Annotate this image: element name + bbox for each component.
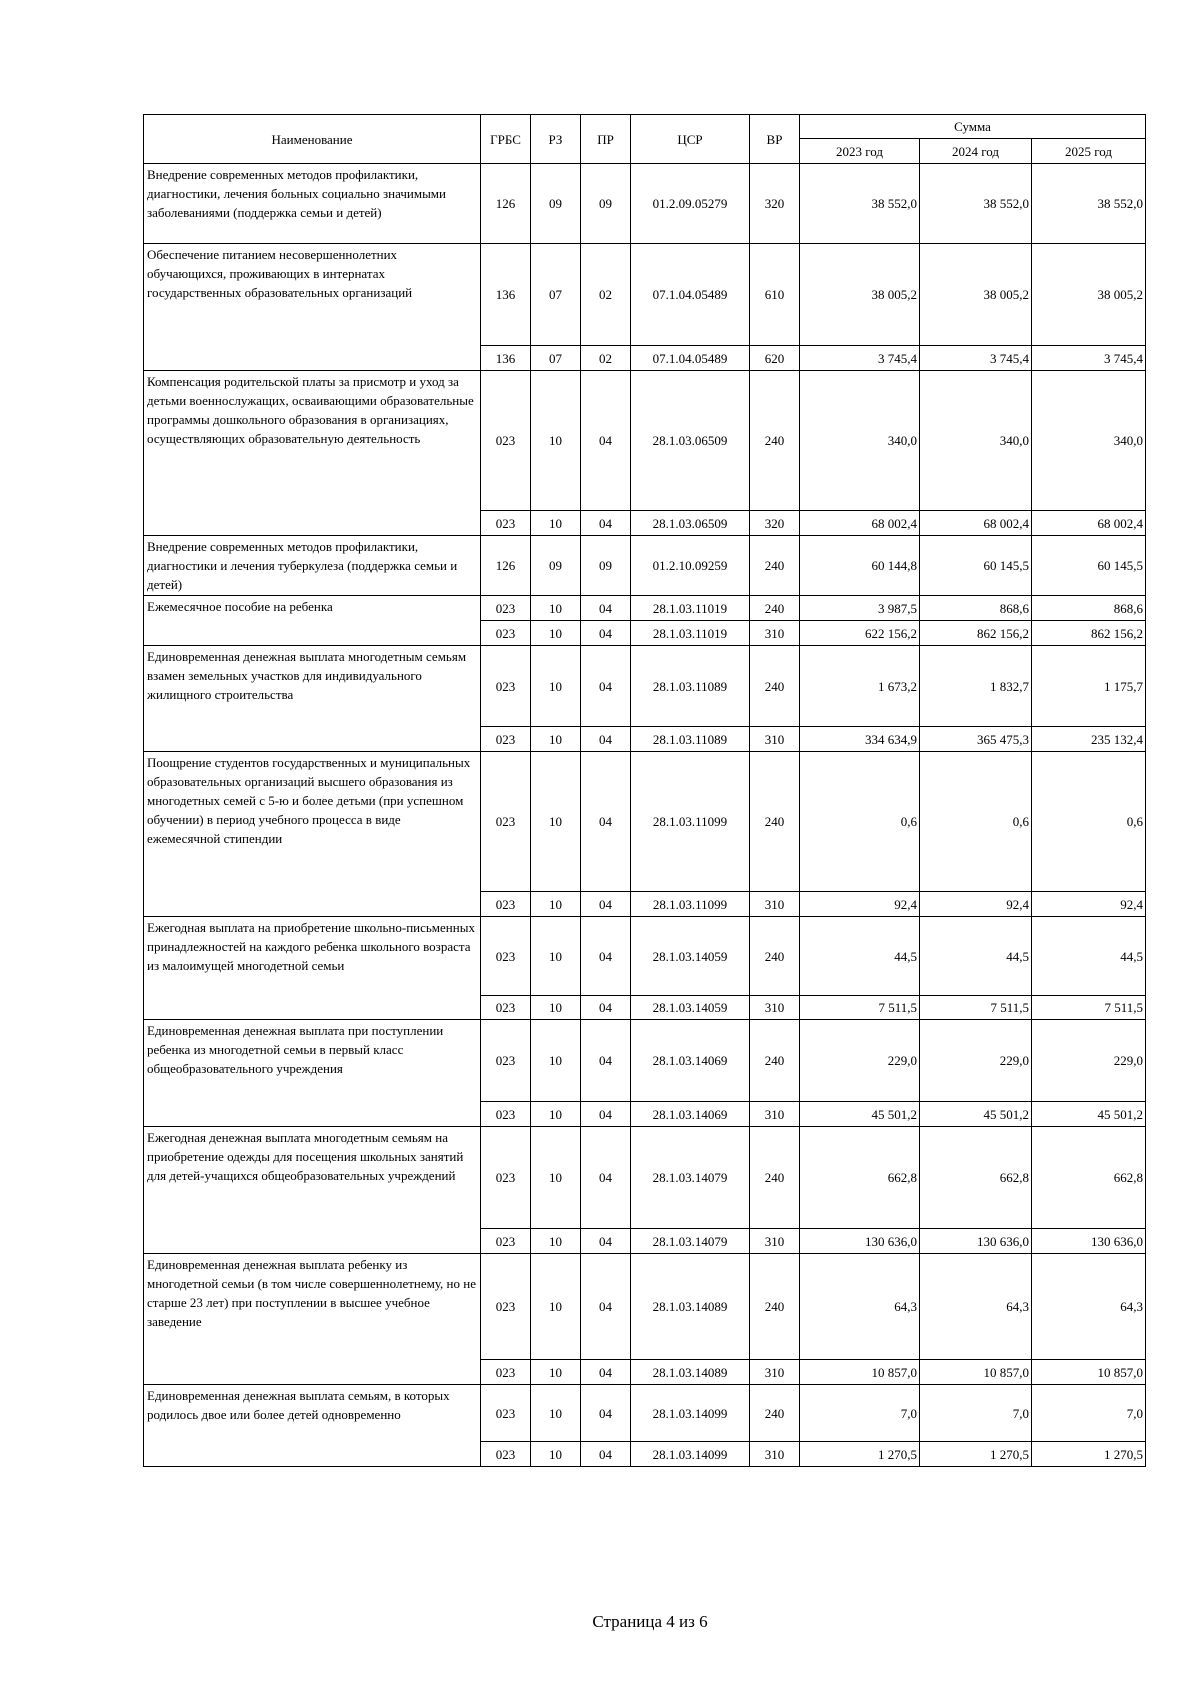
cell-rz: 09 xyxy=(531,164,581,244)
cell-vr: 310 xyxy=(750,1442,800,1467)
cell-rz: 10 xyxy=(531,727,581,752)
cell-2025: 1 270,5 xyxy=(1032,1442,1146,1467)
cell-2025: 92,4 xyxy=(1032,892,1146,917)
cell-rz: 10 xyxy=(531,1020,581,1102)
cell-2025: 68 002,4 xyxy=(1032,511,1146,536)
cell-rz: 09 xyxy=(531,536,581,596)
header-sum: Сумма xyxy=(800,115,1146,139)
cell-pr: 04 xyxy=(581,596,631,621)
cell-pr: 04 xyxy=(581,996,631,1020)
cell-grbs: 023 xyxy=(481,1229,531,1254)
table-row xyxy=(144,164,1146,244)
cell-grbs: 023 xyxy=(481,1020,531,1102)
cell-csr: 28.1.03.14079 xyxy=(631,1229,750,1254)
cell-rz: 10 xyxy=(531,1442,581,1467)
cell-2024: 10 857,0 xyxy=(920,1360,1032,1385)
cell-grbs: 023 xyxy=(481,371,531,511)
cell-2025: 0,6 xyxy=(1032,752,1146,892)
cell-rz: 10 xyxy=(531,1127,581,1229)
cell-pr: 04 xyxy=(581,1254,631,1360)
cell-vr: 240 xyxy=(750,1020,800,1102)
cell-pr: 04 xyxy=(581,727,631,752)
table-row xyxy=(144,646,1146,727)
cell-rz: 10 xyxy=(531,1229,581,1254)
cell-2025: 7 511,5 xyxy=(1032,996,1146,1020)
cell-pr: 04 xyxy=(581,917,631,996)
cell-name: Внедрение современных методов профилактики, диагностики и лечения туберкулеза (поддержка семьи и детей) xyxy=(144,536,481,596)
cell-grbs: 023 xyxy=(481,596,531,621)
cell-2023: 1 673,2 xyxy=(800,646,920,727)
cell-2025: 10 857,0 xyxy=(1032,1360,1146,1385)
cell-vr: 310 xyxy=(750,1360,800,1385)
cell-2023: 622 156,2 xyxy=(800,621,920,646)
cell-2024: 60 145,5 xyxy=(920,536,1032,596)
cell-pr: 04 xyxy=(581,511,631,536)
cell-name: Единовременная денежная выплата ребенку из многодетной семьи (в том числе совершеннолетнему, но не старше 23 лет) при поступлении в высшее учебное заведение xyxy=(144,1254,481,1385)
cell-vr: 240 xyxy=(750,1385,800,1442)
cell-csr: 28.1.03.14059 xyxy=(631,996,750,1020)
table-row xyxy=(144,1127,1146,1229)
cell-vr: 240 xyxy=(750,536,800,596)
cell-2023: 7,0 xyxy=(800,1385,920,1442)
cell-pr: 04 xyxy=(581,646,631,727)
cell-rz: 10 xyxy=(531,596,581,621)
cell-2024: 1 832,7 xyxy=(920,646,1032,727)
cell-2023: 44,5 xyxy=(800,917,920,996)
cell-pr: 04 xyxy=(581,1385,631,1442)
page-number: Страница 4 из 6 xyxy=(592,1612,708,1631)
cell-vr: 240 xyxy=(750,371,800,511)
cell-pr: 04 xyxy=(581,1360,631,1385)
cell-vr: 320 xyxy=(750,164,800,244)
cell-csr: 28.1.03.11019 xyxy=(631,596,750,621)
cell-vr: 320 xyxy=(750,511,800,536)
cell-2023: 7 511,5 xyxy=(800,996,920,1020)
cell-grbs: 136 xyxy=(481,244,531,346)
cell-2023: 92,4 xyxy=(800,892,920,917)
cell-pr: 04 xyxy=(581,1020,631,1102)
cell-rz: 10 xyxy=(531,511,581,536)
table-row xyxy=(144,536,1146,596)
cell-2024: 340,0 xyxy=(920,371,1032,511)
cell-2024: 365 475,3 xyxy=(920,727,1032,752)
cell-2025: 44,5 xyxy=(1032,917,1146,996)
cell-2024: 130 636,0 xyxy=(920,1229,1032,1254)
cell-rz: 10 xyxy=(531,917,581,996)
cell-2023: 10 857,0 xyxy=(800,1360,920,1385)
cell-2023: 340,0 xyxy=(800,371,920,511)
cell-name: Ежегодная выплата на приобретение школьно-письменных принадлежностей на каждого ребенка школьного возраста из малоимущей многодетной семьи xyxy=(144,917,481,1020)
cell-name: Единовременная денежная выплата семьям, в которых родилось двое или более детей одновременно xyxy=(144,1385,481,1467)
cell-grbs: 023 xyxy=(481,1254,531,1360)
cell-vr: 240 xyxy=(750,1254,800,1360)
cell-vr: 310 xyxy=(750,727,800,752)
cell-2024: 3 745,4 xyxy=(920,346,1032,371)
table-body xyxy=(144,164,1146,1467)
table-row xyxy=(144,1020,1146,1102)
cell-name: Внедрение современных методов профилактики, диагностики, лечения больных социально значимыми заболеваниями (поддержка семьи и детей) xyxy=(144,164,481,244)
cell-grbs: 023 xyxy=(481,1127,531,1229)
cell-name: Единовременная денежная выплата при поступлении ребенка из многодетной семьи в первый класс общеобразовательного учреждения xyxy=(144,1020,481,1127)
cell-csr: 28.1.03.14069 xyxy=(631,1020,750,1102)
cell-pr: 04 xyxy=(581,1102,631,1127)
cell-csr: 28.1.03.14069 xyxy=(631,1102,750,1127)
cell-csr: 28.1.03.11019 xyxy=(631,621,750,646)
cell-rz: 10 xyxy=(531,996,581,1020)
cell-grbs: 023 xyxy=(481,996,531,1020)
cell-2023: 64,3 xyxy=(800,1254,920,1360)
cell-2025: 862 156,2 xyxy=(1032,621,1146,646)
table-row xyxy=(144,752,1146,892)
cell-2024: 64,3 xyxy=(920,1254,1032,1360)
cell-pr: 04 xyxy=(581,892,631,917)
header-name: Наименование xyxy=(144,115,481,164)
table-row xyxy=(144,596,1146,621)
budget-table xyxy=(143,114,1146,1467)
cell-pr: 04 xyxy=(581,1127,631,1229)
cell-rz: 10 xyxy=(531,1102,581,1127)
cell-2023: 334 634,9 xyxy=(800,727,920,752)
table-row xyxy=(144,917,1146,996)
cell-rz: 10 xyxy=(531,646,581,727)
cell-vr: 240 xyxy=(750,646,800,727)
cell-grbs: 023 xyxy=(481,752,531,892)
cell-2024: 7 511,5 xyxy=(920,996,1032,1020)
header-rz: РЗ xyxy=(531,115,581,164)
cell-2025: 340,0 xyxy=(1032,371,1146,511)
cell-2025: 45 501,2 xyxy=(1032,1102,1146,1127)
cell-2024: 68 002,4 xyxy=(920,511,1032,536)
cell-2025: 64,3 xyxy=(1032,1254,1146,1360)
cell-grbs: 126 xyxy=(481,164,531,244)
cell-csr: 01.2.09.05279 xyxy=(631,164,750,244)
cell-vr: 240 xyxy=(750,1127,800,1229)
cell-2025: 38 552,0 xyxy=(1032,164,1146,244)
cell-pr: 02 xyxy=(581,244,631,346)
cell-csr: 07.1.04.05489 xyxy=(631,244,750,346)
cell-pr: 04 xyxy=(581,1229,631,1254)
cell-2025: 662,8 xyxy=(1032,1127,1146,1229)
cell-2025: 3 745,4 xyxy=(1032,346,1146,371)
cell-2025: 7,0 xyxy=(1032,1385,1146,1442)
header-grbs: ГРБС xyxy=(481,115,531,164)
cell-2024: 92,4 xyxy=(920,892,1032,917)
cell-2023: 60 144,8 xyxy=(800,536,920,596)
cell-2023: 45 501,2 xyxy=(800,1102,920,1127)
table-row xyxy=(144,1385,1146,1442)
cell-rz: 10 xyxy=(531,1360,581,1385)
cell-grbs: 023 xyxy=(481,1442,531,1467)
header-year-2024: 2024 год xyxy=(920,139,1032,164)
cell-grbs: 023 xyxy=(481,1385,531,1442)
cell-2023: 38 552,0 xyxy=(800,164,920,244)
cell-2023: 662,8 xyxy=(800,1127,920,1229)
cell-2023: 229,0 xyxy=(800,1020,920,1102)
cell-grbs: 023 xyxy=(481,646,531,727)
cell-2024: 7,0 xyxy=(920,1385,1032,1442)
cell-2024: 38 552,0 xyxy=(920,164,1032,244)
cell-2023: 0,6 xyxy=(800,752,920,892)
cell-grbs: 023 xyxy=(481,621,531,646)
cell-csr: 28.1.03.14089 xyxy=(631,1254,750,1360)
cell-name: Компенсация родительской платы за присмотр и уход за детьми военнослужащих, осваивающими образовательные программы дошкольного образования в организациях, осуществляющих образовательную деятельность xyxy=(144,371,481,536)
cell-2025: 229,0 xyxy=(1032,1020,1146,1102)
cell-vr: 240 xyxy=(750,917,800,996)
cell-rz: 10 xyxy=(531,1385,581,1442)
table-row xyxy=(144,244,1146,346)
cell-2025: 130 636,0 xyxy=(1032,1229,1146,1254)
cell-name: Обеспечение питанием несовершеннолетних обучающихся, проживающих в интернатах государственных образовательных организаций xyxy=(144,244,481,371)
cell-2024: 0,6 xyxy=(920,752,1032,892)
cell-csr: 28.1.03.11089 xyxy=(631,727,750,752)
cell-name: Поощрение студентов государственных и муниципальных образовательных организаций высшего образования из многодетных семей с 5-ю и более детьми (при успешном обучении) в период учебного процесса в виде ежемесячной стипендии xyxy=(144,752,481,917)
header-year-2023: 2023 год xyxy=(800,139,920,164)
cell-name: Единовременная денежная выплата многодетным семьям взамен земельных участков для индивидуального жилищного строительства xyxy=(144,646,481,752)
cell-2023: 1 270,5 xyxy=(800,1442,920,1467)
cell-csr: 28.1.03.11089 xyxy=(631,646,750,727)
cell-csr: 28.1.03.06509 xyxy=(631,371,750,511)
cell-grbs: 136 xyxy=(481,346,531,371)
cell-pr: 09 xyxy=(581,536,631,596)
cell-csr: 28.1.03.06509 xyxy=(631,511,750,536)
cell-vr: 310 xyxy=(750,892,800,917)
cell-vr: 310 xyxy=(750,1102,800,1127)
cell-2023: 130 636,0 xyxy=(800,1229,920,1254)
cell-pr: 04 xyxy=(581,371,631,511)
cell-pr: 04 xyxy=(581,1442,631,1467)
cell-rz: 07 xyxy=(531,346,581,371)
cell-rz: 10 xyxy=(531,892,581,917)
cell-pr: 09 xyxy=(581,164,631,244)
cell-csr: 28.1.03.14099 xyxy=(631,1442,750,1467)
cell-vr: 310 xyxy=(750,996,800,1020)
cell-2023: 38 005,2 xyxy=(800,244,920,346)
cell-vr: 240 xyxy=(750,596,800,621)
cell-csr: 01.2.10.09259 xyxy=(631,536,750,596)
header-year-2025: 2025 год xyxy=(1032,139,1146,164)
cell-csr: 28.1.03.14079 xyxy=(631,1127,750,1229)
cell-csr: 28.1.03.11099 xyxy=(631,752,750,892)
cell-2024: 1 270,5 xyxy=(920,1442,1032,1467)
cell-rz: 10 xyxy=(531,621,581,646)
table-row xyxy=(144,371,1146,511)
cell-vr: 620 xyxy=(750,346,800,371)
cell-grbs: 023 xyxy=(481,892,531,917)
header-pr: ПР xyxy=(581,115,631,164)
cell-grbs: 023 xyxy=(481,727,531,752)
header-vr: ВР xyxy=(750,115,800,164)
cell-name: Ежегодная денежная выплата многодетным семьям на приобретение одежды для посещения школьных занятий для детей-учащихся общеобразовательных учреждений xyxy=(144,1127,481,1254)
cell-vr: 240 xyxy=(750,752,800,892)
cell-2024: 44,5 xyxy=(920,917,1032,996)
cell-csr: 28.1.03.14099 xyxy=(631,1385,750,1442)
cell-rz: 10 xyxy=(531,371,581,511)
cell-csr: 07.1.04.05489 xyxy=(631,346,750,371)
cell-csr: 28.1.03.14059 xyxy=(631,917,750,996)
cell-rz: 07 xyxy=(531,244,581,346)
cell-vr: 610 xyxy=(750,244,800,346)
cell-grbs: 023 xyxy=(481,1102,531,1127)
cell-2025: 60 145,5 xyxy=(1032,536,1146,596)
cell-2023: 3 745,4 xyxy=(800,346,920,371)
cell-2025: 1 175,7 xyxy=(1032,646,1146,727)
cell-2023: 68 002,4 xyxy=(800,511,920,536)
cell-2024: 868,6 xyxy=(920,596,1032,621)
cell-csr: 28.1.03.11099 xyxy=(631,892,750,917)
cell-name: Ежемесячное пособие на ребенка xyxy=(144,596,481,646)
cell-2024: 45 501,2 xyxy=(920,1102,1032,1127)
cell-vr: 310 xyxy=(750,1229,800,1254)
cell-pr: 02 xyxy=(581,346,631,371)
header-csr: ЦСР xyxy=(631,115,750,164)
cell-grbs: 023 xyxy=(481,1360,531,1385)
cell-2023: 3 987,5 xyxy=(800,596,920,621)
cell-2024: 38 005,2 xyxy=(920,244,1032,346)
cell-2025: 868,6 xyxy=(1032,596,1146,621)
cell-2025: 235 132,4 xyxy=(1032,727,1146,752)
cell-2024: 229,0 xyxy=(920,1020,1032,1102)
cell-2024: 862 156,2 xyxy=(920,621,1032,646)
table-row xyxy=(144,1254,1146,1360)
cell-pr: 04 xyxy=(581,621,631,646)
cell-pr: 04 xyxy=(581,752,631,892)
cell-rz: 10 xyxy=(531,1254,581,1360)
cell-2024: 662,8 xyxy=(920,1127,1032,1229)
cell-vr: 310 xyxy=(750,621,800,646)
cell-rz: 10 xyxy=(531,752,581,892)
cell-grbs: 126 xyxy=(481,536,531,596)
cell-grbs: 023 xyxy=(481,511,531,536)
cell-csr: 28.1.03.14089 xyxy=(631,1360,750,1385)
cell-2025: 38 005,2 xyxy=(1032,244,1146,346)
cell-grbs: 023 xyxy=(481,917,531,996)
